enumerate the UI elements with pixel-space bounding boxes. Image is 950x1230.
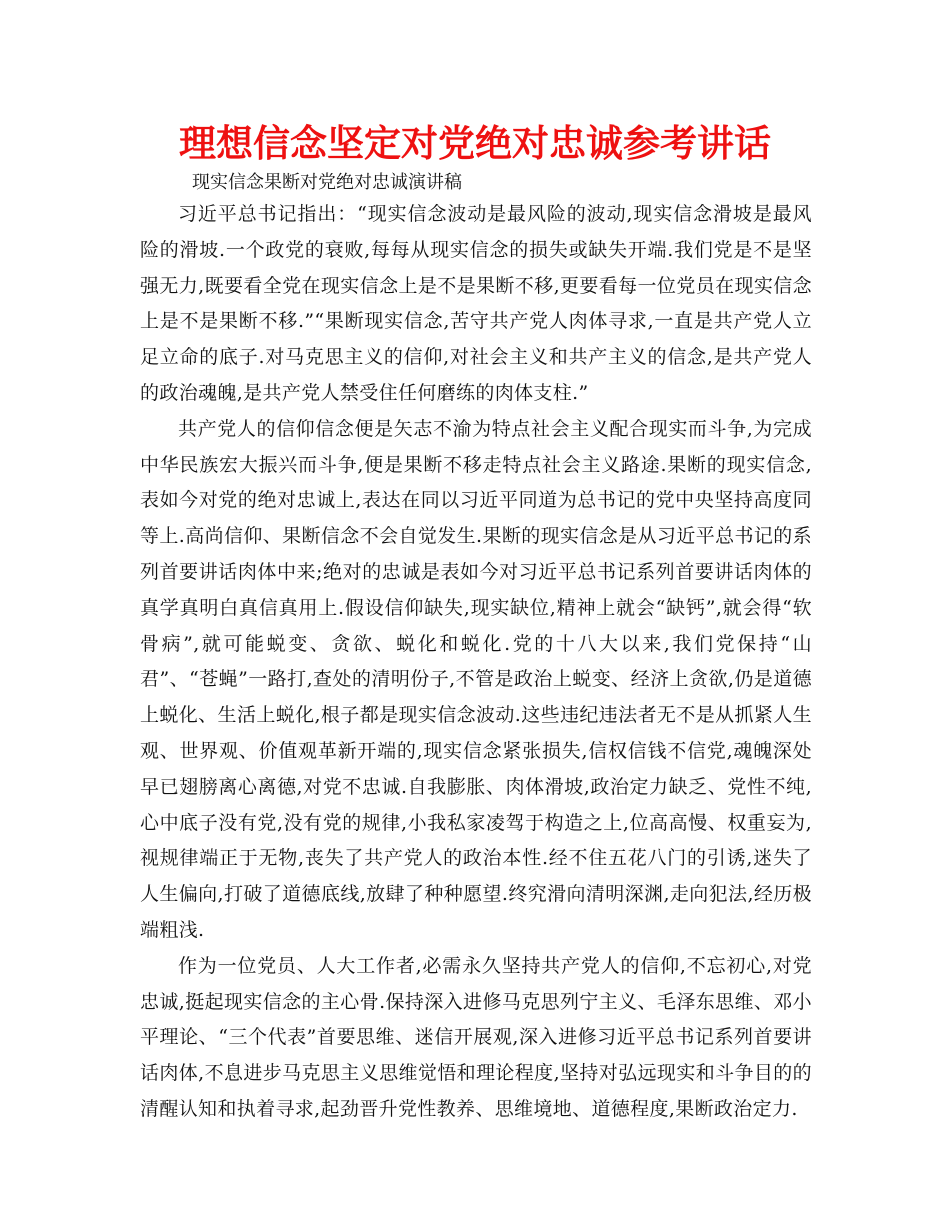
paragraph-3: 作为一位党员、人大工作者,必需永久坚持共产党人的信仰,不忘初心,对党忠诚,挺起现实信念的主心骨.保持深入进修马克思列宁主义、毛泽东思维、邓小平理论、“三个代表”首要思维、迷信开展观,深入进修习近平总书记系列首要讲话肉体,不息进步马克思主义思维觉悟和理论程度,坚持对弘远现实和斗争目的的清醒认知和执着寻求,起劲晋升党性教养、思维境地、道德程度,果断政治定力. (140, 954, 812, 1120)
paragraph-1: 习近平总书记指出：“现实信念波动是最风险的波动,现实信念滑坡是最风险的滑坡.一个政党的衰败,每每从现实信念的损失或缺失开端.我们党是不是坚强无力,既要看全党在现实信念上是不是果断不移,更要看每一位党员在现实信念上是不是果断不移.”“果断现实信念,苦守共产党人肉体寻求,一直是共产党人立足立命的底子.对马克思主义的信仰,对社会主义和共产主义的信念,是共产党人的政治魂魄,是共产党人禁受住任何磨练的肉体支柱.” (140, 203, 812, 404)
document-title: 理想信念坚定对党绝对忠诚参考讲话 (179, 122, 771, 165)
document-subtitle: 现实信念果断对党绝对忠诚演讲稿 (192, 172, 462, 193)
paragraph-2: 共产党人的信仰信念便是矢志不渝为特点社会主义配合现实而斗争,为完成中华民族宏大振兴而斗争,便是果断不移走特点社会主义路途.果断的现实信念,表如今对党的绝对忠诚上,表达在同以习近平同道为总书记的党中央坚持高度同等上.高尚信仰、果断信念不会自觉发生.果断的现实信念是从习近平总书记的系列首要讲话肉体中来;绝对的忠诚是表如今对习近平总书记系列首要讲话肉体的真学真明白真信真用上.假设信仰缺失,现实缺位,精神上就会“缺钙”,就会得“软骨病”,就可能蜕变、贪欲、蜕化和蜕化.党的十八大以来,我们党保持“山君”、“苍蝇”一路打,查处的清明份子,不管是政治上蜕变、经济上贪欲,仍是道德上蜕化、生活上蜕化,根子都是现实信念波动.这些违纪违法者无不是从抓紧人生观、世界观、价值观革新开端的,现实信念紧张损失,信权信钱不信党,魂魄深处早已翅膀离心离德,对党不忠诚.自我膨胀、肉体滑坡,政治定力缺乏、党性不纯,心中底子没有党,没有党的规律,小我私家凌驾于构造之上,位高高慢、权重妄为,视规律端正于无物,丧失了共产党人的政治本性.经不住五花八门的引诱,迷失了人生偏向,打破了道德底线,放肆了种种愿望.终究滑向清明深渊,走向犯法,经历极端粗浅. (140, 417, 812, 941)
document-body (140, 197, 812, 1128)
